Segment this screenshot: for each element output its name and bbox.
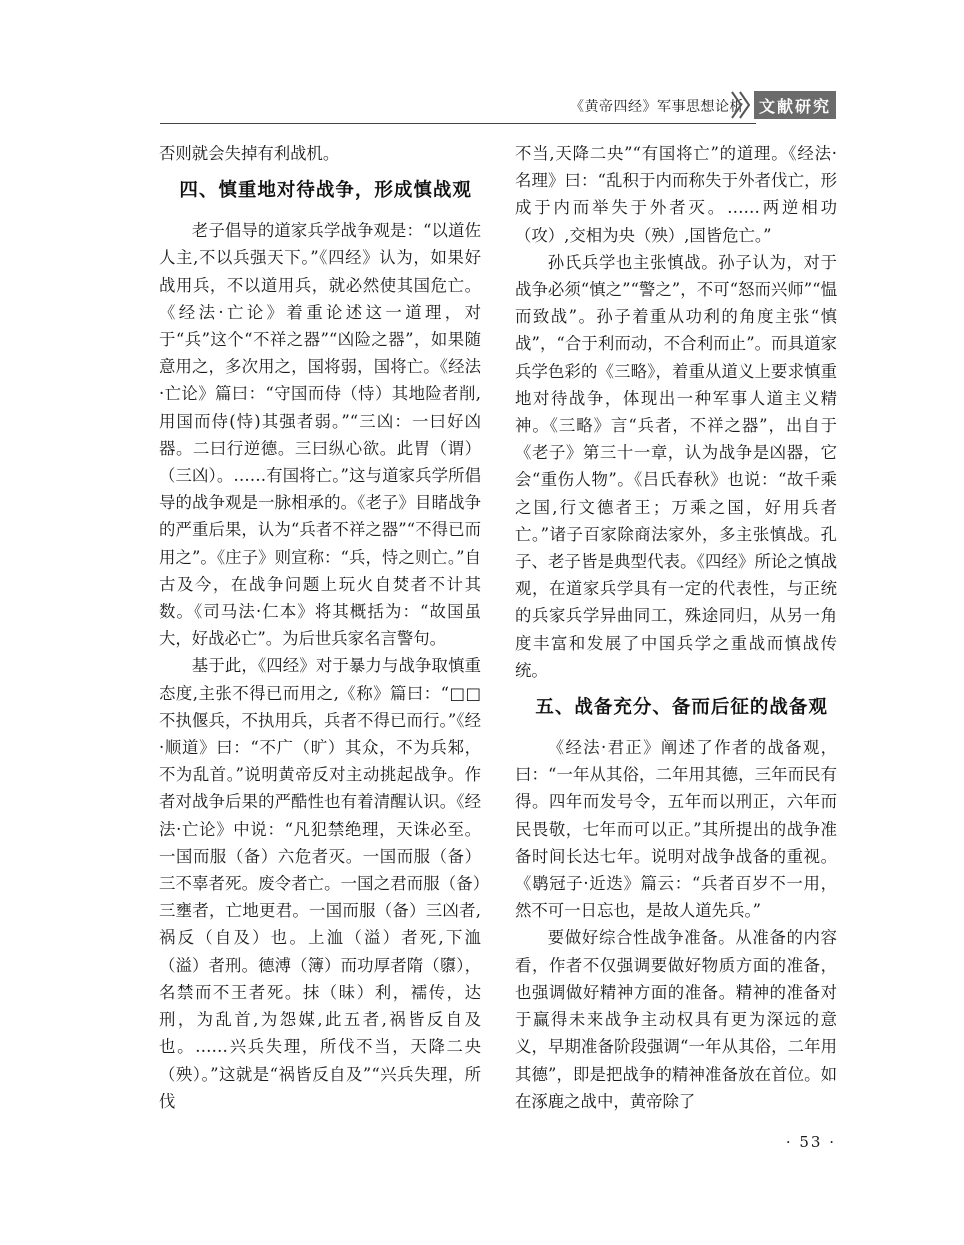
paragraph: 《经法·君正》阐述了作者的战备观，曰：“一年从其俗，二年用其德，三年而民有得。四年而发号令，五年而以刑正，六年而民畏敬，七年而可以正。”其所提出的战争准备时间长达七年。说明对战争战备的重视。《鹖冠子·近迭》篇云：“兵者百岁不一用，然不可一日忘也，是故人道先兵。” [515,738,837,921]
paragraph: 老子倡导的道家兵学战争观是：“以道佐人主,不以兵强天下。”《四经》认为，如果好战用兵，不以道用兵，就必然使其国危亡。《经法·亡论》着重论述这一道理，对于“兵”这个“不祥之器”“凶险之器”，如果随意用之，多次用之，国将弱，国将亡。《经法·亡论》篇曰：“守国而侍（恃）其地险者削,用国而侍(恃)其强者弱。”“三凶：一曰好凶器。二曰行逆德。三曰纵心欲。此胃（谓）（三凶）。……有国将亡。”这与道家兵学所倡导的战争观是一脉相承的。《老子》目睹战争的严重后果，认为“兵者不祥之器”“不得已而用之”。《庄子》则宣称：“兵，恃之则亡。”自古及今，在战争问题上玩火自焚者不计其数。《司马法·仁本》将其概括为：“故国虽大，好战必亡”。为后世兵家名言警句。 [159,221,481,649]
header-rule [160,123,756,124]
page-number: · 53 · [785,1133,836,1151]
paragraph: 要做好综合性战争准备。从准备的内容看，作者不仅强调要做好物质方面的准备，也强调做好精神方面的准备。精神的准备对于赢得未来战争主动权具有更为深远的意义，早期准备阶段强调“一年从其俗，二年用其德”，即是把战争的精神准备放在首位。如在涿鹿之战中，黄帝除了 [515,928,837,1111]
left-column [159,140,481,1115]
double-chevron-icon [730,90,752,120]
paragraph: 孙氏兵学也主张慎战。孙子认为，对于战争必须“慎之”“警之”，不可“怒而兴师”“愠而致战”。孙子着重从功利的角度主张“慎战”，“合于利而动，不合利而止”。而具道家兵学色彩的《三略》，着重从道义上要求慎重地对待战争，体现出一种军事人道主义精神。《三略》言“兵者，不祥之器”，出自于《老子》第三十一章，认为战争是凶器，它会“重伤人物”。《吕氏春秋》也说：“故千乘之国,行文德者王；万乘之国，好用兵者亡。”诸子百家除商法家外，多主张慎战。孔子、老子皆是典型代表。《四经》所论之慎战观，在道家兵学具有一定的代表性，与正统的兵家兵学异曲同工，殊途同归，从另一角度丰富和发展了中国兵学之重战而慎战传统。 [515,252,837,680]
paragraph: 不当,天降二央”“有国将亡”的道理。《经法·名理》曰：“乱积于内而称失于外者伐亡，形成于内而举失于外者灭。……两逆相功（攻）,交相为央（殃）,国皆危亡。” [515,144,837,245]
journal-article-title: 《黄帝四经》军事思想论析 [570,99,744,115]
running-header [160,88,836,122]
section-heading-4: 四、慎重地对待战争，形成慎战观 [179,180,472,202]
paragraph: 基于此，《四经》对于暴力与战争取慎重态度,主张不得已而用之,《称》篇曰：“□□不执偃兵，不执用兵，兵者不得已而行。”《经·顺道》曰：“不广（旷）其众，不为兵邾，不为乱首。”说明黄帝反对主动挑起战争。作者对战争后果的严酷性也有着清醒认识。《经法·亡论》中说：“凡犯禁绝理，天诛必至。一国而服（备）六危者灭。一国而服（备）三不辜者死。废令者亡。一国之君而服（备）三壅者，亡地更君。一国而服（备）三凶者,祸反（自及）也。上洫（溢）者死,下洫（溢）者刑。德溥（簿）而功厚者隋（隳），名禁而不王者死。抹（昧）利，襦传，达刑，为乱首,为怨媒,此五者,祸皆反自及也。……兴兵失理，所伐不当，天降二央（殃）。”这就是“祸皆反自及”“兴兵失理，所伐 [159,656,481,1111]
right-column [515,140,837,1115]
paragraph: 否则就会失掉有利战机。 [159,144,340,163]
section-heading-5: 五、战备充分、备而后征的战备观 [535,697,828,719]
section-badge: 文献研究 [754,91,836,119]
